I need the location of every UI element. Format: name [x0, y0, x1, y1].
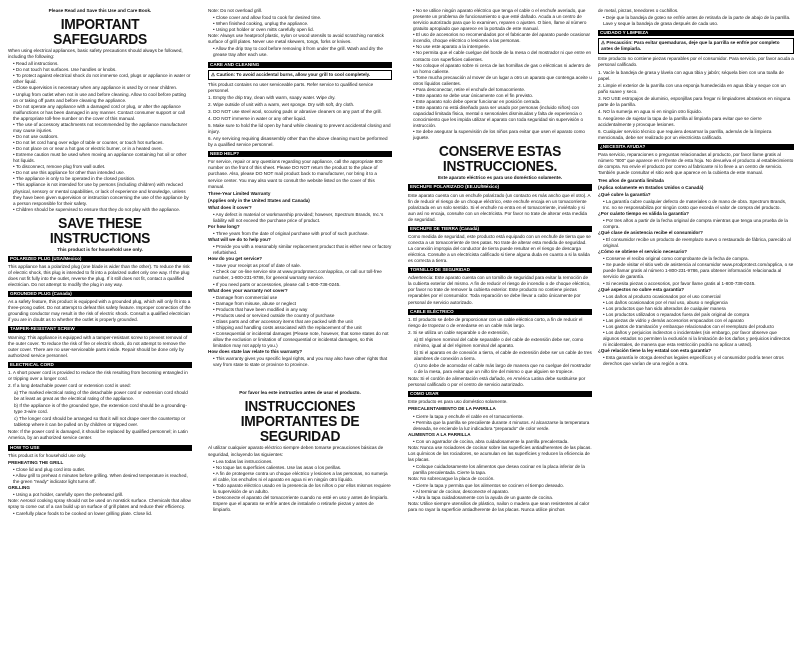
list-item: • Este aparato solo debe operar funcionar en posición cerrada. [413, 99, 592, 105]
conserve-sub: Este aparato eléctrico es para uso doméstico solamente. [437, 175, 563, 181]
column-care-warranty [208, 8, 392, 513]
list-item: • Se puede visitar el sitio web de asistencia al consumidor www.prodprotect.com/applica, o se puede llamar gratis al número 1-800-231-9786, para obtener información relacionada al servicio de garantía. [603, 262, 794, 280]
bandeja-list [598, 15, 794, 27]
spanish-safeguards-list [208, 459, 392, 514]
list-item: • Este aparato no está diseñado para ser usado por personas (incluido niños) con capacidad limitada física, mental o sensoriales disminuidas y falta de experiencia o conocimiento que les impida utilizar el aparato con toda seguridad sin supervisión o instrucción. [413, 105, 592, 129]
cuidado-step: 2. Limpie el exterior de la parrilla con una esponja humedecida en agua tibia y seque con un paño suave y seco. [598, 82, 786, 94]
garantia-q5: ¿Qué aspectos no cubre esta garantía? [598, 286, 685, 292]
garantia-q3: ¿Qué clase de asistencia recibe el consumidor? [598, 230, 703, 235]
list-item: • Con un agarrador de cocina, abra cuidadosamente la parrilla precalentada. [413, 439, 592, 445]
como-usar-intro: Este producto es para uso doméstico solamente. [408, 399, 508, 405]
list-item: • Los productos que han sido alterados de cualquier manera [603, 306, 794, 312]
list-item: • Los productos utilizados o reparados fuera del país original de compra [603, 312, 794, 318]
list-item: • Lea todas las instrucciones. [213, 459, 392, 465]
list-item: • Do not let cord hang over edge of table or counter, or touch hot surfaces. [13, 140, 192, 146]
list-item: • Para desconectar, retire el enchufe del tomacorriente. [413, 87, 592, 93]
list-item: • Los daños al producto ocasionados por el uso comercial [603, 294, 794, 300]
precalentamiento-heading: PRECALENTAMIENTO DE LA PARRILLA [408, 406, 496, 412]
warranty-long-list [208, 231, 392, 237]
cable-item: 1. El producto se debe de proporcionar con un cable eléctrico corto, a fin de reducir el riesgo de tropezar o de enredarse en un cable más largo. [408, 316, 583, 328]
column-spanish-safeguards [408, 8, 592, 515]
warning-icon: ⚠ [211, 71, 217, 77]
warranty-sub: (Applies only in the United States and Canada) [208, 197, 310, 203]
list-item: • No coloque el aparato sobre ni cerca de las hornillas de gas o eléctricas ni adentro de un horno caliente. [413, 63, 592, 75]
warranty-cover-q: What does it cover? [208, 204, 252, 210]
list-item: • If you need parts or accessories, please call 1-800-738-0245. [213, 282, 392, 288]
list-item: • The appliance is only to be operated in the closed position. [13, 176, 192, 182]
overload-note: Note: Do not overload grill. [208, 8, 263, 13]
list-item: • Los daños ocasionados por el mal uso, abuso o negligencia [603, 300, 794, 306]
list-item: • Close lid and plug cord into outlet. [13, 467, 192, 473]
warranty-service-list [208, 263, 392, 287]
list-item: • Cierre la tapa y enchufe el cable en el tomacorriente. [413, 414, 592, 420]
list-item: • Coloque cuidadosamente los alimentos que desea cocinar en la placa inferior de la parrilla precalentada. Cierre la tapa. [413, 464, 592, 476]
list-item: • Damage from misuse, abuse or neglect [213, 301, 392, 307]
drip-tray-list [208, 46, 392, 58]
list-item: • Three years from the date of original purchase with proof of such purchase. [213, 231, 392, 237]
how-to-use-heading: HOW TO USE [8, 445, 192, 451]
warranty-help-q: What will we do to help you? [208, 237, 271, 243]
cord-item: 2. If a long detachable power cord or extension cord is used: [8, 382, 131, 388]
list-item: • Any defect in material or workmanship provided; however, Spectrum Brands, Inc.'s liability will not exceed the purchase price of product. [213, 212, 392, 224]
care-step: 4. DO NOT immerse in water or any other liquid. [208, 115, 307, 121]
cuidado-caution-text: Precaución: Para evitar quemaduras, deje que la parrilla se enfríe por completo antes de limpiarla. [601, 40, 780, 52]
list-item: • The use of accessory attachments not recommended by the appliance manufacturer may cause injuries. [13, 122, 192, 134]
list-item: • No use este aparato a la intemperie. [413, 44, 592, 50]
care-caution-text: Caution: To avoid accidental burns, allow your grill to cool completely. [216, 71, 371, 77]
tornillo-heading: TORNILLO DE SEGURIDAD [408, 267, 592, 273]
list-item: • Extreme caution must be used when moving an appliance containing hot oil or other hot liquids. [13, 152, 192, 164]
garantia-q1: ¿Qué cubre la garantía? [598, 191, 651, 197]
list-item: • Los gastos de tramitación y embarque relacionados con el reemplazo del producto [603, 324, 794, 330]
cuidado-step: 5. Asegúrese de sujetar la tapa de la parrilla al limpiarla para evitar que se cierre accidentalmente y provoque lesiones. [598, 115, 762, 127]
list-item: • Por tres años a partir de la fecha original de compra mientras que tenga una prueba de la compra. [603, 218, 794, 230]
cord-item: c) The longer cord should be arranged so that it will not drape over the countertop or tabletop where it can be pulled on by children or tripped over. [14, 416, 186, 428]
grounded-plug-text: As a safety feature, this product is equipped with a grounded plug, which will only fit into a three-prong outlet. Do not attempt to defeat this safety feature. Improper connection of the grounding conductor may result in the risk of electric shock. Consult a qualified electrician if you are in doubt as to whether the outlet is properly grounded. [8, 299, 191, 323]
care-intro: This product contains no user serviceable parts. Refer service to qualified service personnel. [208, 81, 374, 93]
tamper-screw-text: Warning: This appliance is equipped with a tamper-resistant screw to prevent removal of the outer cover. To reduce the risk of fire or electric shock, do not attempt to remove the outer cover. There are no user-serviceable parts inside. Repair should be done only by authorized service personnel. [8, 334, 188, 358]
list-item: • Allow grill to preheat 4 minutes before grilling. When desired temperature is reached, the green "ready" indicator light turns off. [13, 473, 192, 485]
spanish-safeguards-title: INSTRUCCIONES IMPORTANTES DE SEGURIDAD [240, 398, 360, 446]
list-item: • Using a pot holder, carefully open the preheated grill. [13, 492, 192, 498]
care-step: 6. Any servicing requiring disassembly other than the above cleaning must be performed by a qualified service personnel. [208, 136, 388, 148]
column-spanish-care-warranty [598, 8, 794, 367]
column-english-safeguards [8, 8, 192, 517]
list-item: • Children should be supervised to ensure that they do not play with the appliance. [13, 207, 192, 213]
list-item: • No permita que el cable cuelgue del borde de la mesa o del mostrador ni que entre en contacto con superficies calientes. [413, 50, 592, 62]
garantia-a2 [598, 218, 794, 230]
list-item: • Check our on-line service site at www.prodprotect.com/applica, or call our toll-free number, 1-800-231-9786, for general warranty service. [213, 269, 392, 281]
cooking-list [208, 15, 392, 33]
list-item: • Abra la tapa cuidadosamente con la ayuda de un guante de cocina. [413, 495, 592, 501]
warranty-state-q: How does state law relate to this warranty? [208, 349, 303, 355]
electrical-cord-heading: ELECTRICAL CORD [8, 362, 192, 368]
conserve-title: CONSERVE ESTAS INSTRUCCIONES. [438, 143, 562, 176]
garantia-q6: ¿Qué relación tiene la ley estatal con esta garantía? [598, 348, 712, 354]
warranty-long-q: For how long? [208, 223, 240, 229]
list-item: • Deje que la bandeja de goteo se enfríe antes de retirarla de la parte de abajo de la parrilla. Lave y seque la bandeja de grasa después de cada uso. [603, 15, 794, 27]
ayuda-text: Para servicio, reparaciones o preguntas relacionadas al producto, por favor llame gratis al número "800" que aparece en el frente de esta hoja. No devuelva el producto al establecimiento de compra. No envíe el producto por correo al fabricante ni lo lleve a un centro de servicio. También puede consultar el sitio web que aparece en la cubierta de este manual. [598, 152, 794, 176]
spanish-safeguards-list-2 [408, 8, 592, 141]
safeguards-title: IMPORTANT SAFEGUARDS [53, 16, 147, 49]
need-help-heading: NEED HELP? [208, 151, 392, 157]
list-item: • To disconnect, remove plug from wall outlet. [13, 164, 192, 170]
list-item: • Close cover and allow food to cook for desired time. [213, 15, 392, 21]
how-to-use-intro: This product is for household use only. [8, 452, 87, 458]
garantia-a3 [598, 237, 794, 249]
list-item: • Consequential or incidental damages (Please note, however, that some states do not allow the exclusion or limitation of consequential or incidental damages, so this limitation may not apply to you.) [213, 331, 392, 349]
cuidado-step: 3. NO USE estropajos de aluminio, esponjillas para fregar ni limpiadores abrasivos en ninguna parte de la parrilla. [598, 95, 791, 107]
grounded-plug-heading: GROUNDED PLUG (Canada) [8, 291, 192, 297]
parrilla-list-2 [408, 464, 592, 476]
garantia-a6 [598, 355, 794, 367]
cord-item: b) If the appliance is of the grounded type, the extension cord should be a grounding-type 3-wire cord. [14, 403, 187, 415]
list-item: • Permita que la parrilla se precaliente durante 4 minutos. Al alcanzarse la temperatura deseada, se enciende la luz indicadora "preparado" de color verde. [413, 420, 592, 432]
cable-item: c) Uno debe de acomodar el cable más largo de manera que no cuelgue del mostrador o de la mesa, para evitar que un niño tire del mismo o que alguien se tropiece. [414, 363, 591, 375]
care-step: 2. Wipe outside of unit with a warm, wet sponge. Dry with soft, dry cloth. [208, 101, 355, 107]
garantia-heading: Tres años de garantía limitada [598, 177, 664, 183]
save-instructions-title: SAVE THESE INSTRUCTIONS [49, 214, 151, 247]
grilling-heading: GRILLING [8, 484, 30, 490]
list-item: • Products used or serviced outside the country of purchase [213, 313, 392, 319]
polarized-plug-text: This appliance has a polarized plug (one blade is wider than the other). To reduce the risk of electric shock, this plug is intended to fit into a polarized outlet only one way. If the plug does not fit fully into the outlet, reverse the plug. If it still does not fit, contact a qualified electrician. Do not attempt to modify the plug in any way. [8, 263, 190, 288]
list-item: • El consumidor recibe un producto de reemplazo nuevo o restaurado de fábrica, parecido al original. [603, 237, 794, 249]
care-step: 3. DO NOT use steel wool, scouring pads or abrasive cleaners on any part of the grill. [208, 108, 382, 114]
household-use-note: This product is for household use only. [57, 246, 143, 252]
cuidado-step: 4. NO la sumerja en agua ni en ningún otro líquido. [598, 108, 702, 114]
cord-item: 1. A short power cord is provided to reduce the risk resulting from becoming entangled in or tripping over a longer cord. [8, 369, 188, 381]
polarized-plug-heading: POLARIZED PLUG (USA/Mexico) [8, 256, 192, 262]
warranty-state-list [208, 356, 392, 368]
aerosol-note: Note: Aerosol cooking spray should not be used on nonstick surface. Chemicals that allow spray to come out of a can build up on surface of grill plates and reduce their efficiency. [8, 498, 191, 510]
list-item: • Do not operate any appliance with a damaged cord or plug, or after the appliance malfunctions or has been damaged in any manner. Contact consumer support or call the appropriate toll-free number on the cover of this manual. [13, 104, 192, 122]
list-item: • Cierre la tapa y permita que los alimentos se cocinen el tiempo deseado. [413, 483, 592, 489]
preheating-list [8, 467, 192, 485]
tamper-screw-heading: TAMPER-RESISTANT SCREW [8, 326, 192, 332]
polarizado-text: Este aparato cuenta con un enchufe polarizado (un contacto es más ancho que el otro). A fin de reducir el riesgo de un choque eléctrico, este enchufe encaja en un tomacorriente polarizada en un solo sentido. Si el enchufe no entra en el tomacorriente, inviértalo y si aun así no encaja, consulte con un electricista. Por favor no trate de alterar esta medida de seguridad. [408, 192, 591, 222]
need-help-text: For service, repair or any questions regarding your appliance, call the appropriate 800 number on the front of this sheet. Please DO NOT return the product to the place of purchase. Also, please DO NOT mail product back to manufacturer, nor bring it to a service center. You may also want to consult the website listed on the cover of this manual. [208, 159, 383, 189]
precalentamiento-list [408, 414, 592, 432]
care-caution-box [208, 70, 392, 80]
list-item: • No se utilice ningún aparato eléctrico que tenga el cable o el enchufe averiado, que presente un problema de funcionamiento o que esté dañado. Acuda a un centro de servicio autorizado para que lo examinen, reparen o ajusten. O bien, llame al número gratuito apropiado que aparece en la portada de este manual. [413, 8, 592, 32]
list-item: • Using pot holder or oven mitts carefully open lid. [213, 27, 392, 33]
cuidado-intro: Este producto no contiene piezas reparables por el consumidor. Para servicio, por favor acuda a personal calificado. [598, 56, 794, 68]
care-cleaning-heading: CARE AND CLEANING [208, 62, 392, 68]
tierra-heading: ENCHUFE DE TIERRA (Canadá) [408, 226, 592, 232]
cord-note: Note: If the power cord is damaged, it should be replaced by qualified personnel; in Latin America, by an authorized service center. [8, 429, 188, 441]
utensilios-cont: de metal, pinzas, tenedores o cuchillos. [598, 8, 679, 13]
list-item: • This appliance is not intended for use by persons (including children) with reduced physical, sensory or mental capabilities, or lack of experience and knowledge, unless they have been given supervision or instruction concerning the use of the appliance by a person responsible for their safety. [13, 182, 192, 206]
warranty-service-q: How do you get service? [208, 256, 263, 262]
cable-heading: CABLE ELÉCTRICO [408, 309, 592, 315]
list-item: • To protect against electrical shock do not immerse cord, plugs or appliance in water or other liquid. [13, 73, 192, 85]
list-item: • Conserve el recibo original como comprobante de la fecha de compra. [603, 256, 794, 262]
cable-item: b) Si el aparato es de conexión a tierra, el cable de extensión debe ser un cable de tres alambres de conexión a tierra. [414, 349, 592, 361]
list-item: • Este aparato se debe usar únicamente con el fin previsto. [413, 93, 592, 99]
cable-item: a) El régimen nominal del cable separable o del cable de extensión debe ser, como mínimo, igual al del régimen nominal del aparato. [414, 336, 584, 348]
parrilla-heading: ALIMENTOS A LA PARRILLA [408, 431, 471, 437]
list-item: • Provide you with a reasonably similar replacement product that is either new or factory refurbished. [213, 244, 392, 256]
list-item: • This warranty gives you specific legal rights, and you may also have other rights that vary from state to state or province to province. [213, 356, 392, 368]
list-item: • Al terminar de cocinar, desconecte el aparato. [413, 489, 592, 495]
parrilla-note: Nota: Nunca use rociadores de cocinar sobre las superficies antiadherentes de las placas. Los químicos de los rociadores, se acumulan en las superficies y reducen la eficiencia de las placas. [408, 444, 592, 462]
cuidado-step: 1. Vacíe la bandeja de grasa y lávela con agua tibia y jabón; séquela bien con una toalla de papel. [598, 69, 784, 81]
list-item: • Read all instructions. [13, 61, 192, 67]
warranty-heading: Three-Year Limited Warranty [208, 190, 271, 196]
list-item: • La garantía cubre cualquier defecto de materiales o de mano de obra. Spectrum Brands, Inc. no se responsabiliza por ningún costo que exceda el valor de compra del producto. [603, 199, 794, 211]
list-item: • Save your receipt as proof of date of sale. [213, 263, 392, 269]
preheating-heading: PREHEATING THE GRILL [8, 459, 64, 465]
spanish-intro: Al utilizar cualquier aparato eléctrico siempre deben tomarse precauciones básicas de seguridad, incluyendo las siguientes: [208, 445, 384, 457]
ayuda-heading: ¿NECESITA AYUDA? [598, 144, 794, 150]
list-item: • Products that have been modified in any way [213, 307, 392, 313]
parrilla-list-3 [408, 483, 592, 501]
tierra-text: Como medida de seguridad, este producto está equipado con un enchufe de tierra que se conecta a un tomacorriente de tres patas. No trate de alterar esta medida de seguridad. La conexión impropia del conductor de tierra puede resultar en el riesgo de descarga eléctrica. Consulte a un electricista calificado si tiene alguna duda en cuanto a si la salida es correcta a tierra. [408, 233, 591, 264]
warning-icon: ⚠ [601, 40, 607, 46]
cuidado-caution-box [598, 38, 794, 54]
safeguards-list [8, 61, 192, 213]
cuidado-step: 6. Cualquier servicio técnico que requiera desarmar la parrilla, además de la limpieza mencionada, debe ser realizado por un electricista calificado. [598, 129, 772, 141]
safeguards-intro: When using electrical appliances, basic safety precautions should always be followed, including the following: [8, 48, 183, 60]
parrilla-note-2: Nota: No sobrecargue la placa de cocción. [408, 476, 495, 482]
parrilla-list-1 [408, 439, 592, 445]
list-item: • Glass parts and other accessory items that are packed with the unit [213, 319, 392, 325]
list-item: • Do not place on or near a hot gas or electric burner, or in a heated oven. [13, 146, 192, 152]
list-item: • Damage from commercial use [213, 295, 392, 301]
spanish-read-note: Por favor lea este instructivo antes de usar el producto. [239, 390, 361, 396]
cable-item: 2. Si se utiliza un cable separable o de extensión, [408, 329, 509, 335]
read-save-header: Please Read and Save this Use and Care Book. [48, 8, 152, 13]
list-item: • Carefully place foods to be cooked on lower grilling plate. Close lid. [13, 511, 192, 517]
como-usar-heading: COMO USAR [408, 391, 592, 397]
list-item: • No toque las superficies calientes. Use las asas o los perillas. [213, 465, 392, 471]
list-item: • Do not use this appliance for other than intended use. [13, 170, 192, 176]
warranty-notcover-q: What does your warranty not cover? [208, 287, 288, 293]
warranty-notcover-list [208, 295, 392, 350]
cord-item: a) The marked electrical rating of the detachable power cord or extension cord should be at least as great as the electrical rating of the appliance. [14, 390, 188, 402]
garantia-a1 [598, 199, 794, 211]
garantia-q4: ¿Cómo se obtiene el servicio necesario? [598, 249, 688, 255]
list-item: • Todo aparato eléctrico usado en la presencia de los niños o por ellos mismos requiere la supervisión de un adulto. [213, 483, 392, 495]
warranty-help-list [208, 244, 392, 256]
list-item: • Desconecte el aparato del tomacorriente cuando no esté en uso y antes de limpiarlo. Espere que el aparato se enfríe antes de instalarle o retirarle piezas y antes de limpiarlo. [213, 495, 392, 513]
warranty-cover-list [208, 212, 392, 224]
garantia-a5 [598, 294, 794, 349]
list-item: • Las piezas de vidrio y demás accesorios empacados con el aparato [603, 318, 794, 324]
utensils-note: Note: Always use heatproof plastic, nylon or wood utensils to avoid scratching nonstick surface of grill plates. Never use metal skewers, tongs, forks or knives. [208, 33, 384, 45]
list-item: • Si necesita piezas o accesorios, por favor llame gratis al 1-800-738-0245. [603, 281, 794, 287]
list-item: • Close supervision is necessary when any appliance is used by or near children. [13, 85, 192, 91]
list-item: • Do not use outdoors. [13, 134, 192, 140]
cuidado-heading: CUIDADO Y LIMPIEZA [598, 30, 794, 36]
tornillo-text: Advertencia: Este aparato cuenta con un tornillo de seguridad para evitar la remoción de la cubierta exterior del mismo. A fin de reducir el riesgo de incendio o de choque eléctrico, por favor no trate de remover la cubierta exterior. Este producto no contiene piezas reparables por el consumidor. Toda reparación se debe llevar a cabo únicamente por personal de servicio autorizado. [408, 275, 591, 305]
grilling-list [8, 492, 192, 498]
polarizado-heading: ENCHUFE POLARIZADO (EE.UU/México) [408, 184, 592, 190]
garantia-sub: (Aplica solamente en Estados Unidos o Canadá) [598, 184, 704, 190]
garantia-a4 [598, 256, 794, 286]
list-item: • When finished cooking, unplug the appliance. [213, 21, 392, 27]
cable-note: Nota: Si el cordón de alimentación está dañado, en América Latina debe sustituirse por personal calificado o por el centro de servicio autorizado. [408, 376, 586, 388]
list-item: • Allow the drip tray to cool before removing it from under the grill. Wash and dry the grease tray after each use. [213, 46, 392, 58]
list-item: • Se debe asegurar la supervisión de los niños para evitar que usen el aparato como juguete. [413, 129, 592, 141]
list-item: • El uso de accesorios no recomendados por el fabricante del aparato puede ocasionar incendio, choque eléctrico o lesiones a las personas. [413, 32, 592, 44]
list-item: • Unplug from outlet when not in use and before cleaning. Allow to cool before putting on or taking off parts and before cleaning the appliance. [13, 92, 192, 104]
care-step: 1. Empty the drip tray, clean with warm, soapy water. Wipe dry. [208, 94, 336, 100]
garantia-q2: ¿Por cuánto tiempo es válida la garantía? [598, 210, 689, 216]
list-item: • Shipping and handling costs associated with the replacement of the unit [213, 325, 392, 331]
grilling-list-2 [8, 511, 192, 517]
parrilla-note-3: Nota: Utilice siempre utensilios de plástico, nailon o madera que sean resistentes al calor para no rayar la superficie antiadherente de las placas. Nunca utilice pinchos [408, 501, 590, 513]
list-item: • Los daños y perjuicios indirectos o incidentales (sin embargo, por favor observe que algunos estados no permiten la exclusión ni la limitación de los daños y perjuicios indirectos ni incidentales, de manera que esta restricción podría no aplicar a usted). [603, 330, 794, 348]
list-item: • Do not touch hot surfaces. Use handles or knobs. [13, 67, 192, 73]
care-step: 5. Make sure to hold the lid open by hand while cleaning to prevent accidental closing and injury. [208, 123, 391, 135]
list-item: • Tome mucha precaución al mover de un lugar a otro un aparato que contenga aceite u otros líquidos calientes. [413, 75, 592, 87]
list-item: • A fin de protegerse contra un choque eléctrico y lesiones a las personas, no sumerja el cable, los enchufes ni el aparato en agua ni en ningún otro líquido. [213, 471, 392, 483]
list-item: • Esta garantía le otorga derechos legales específicos y el consumidor podría tener otros derechos que varían de una región a otra. [603, 355, 794, 367]
